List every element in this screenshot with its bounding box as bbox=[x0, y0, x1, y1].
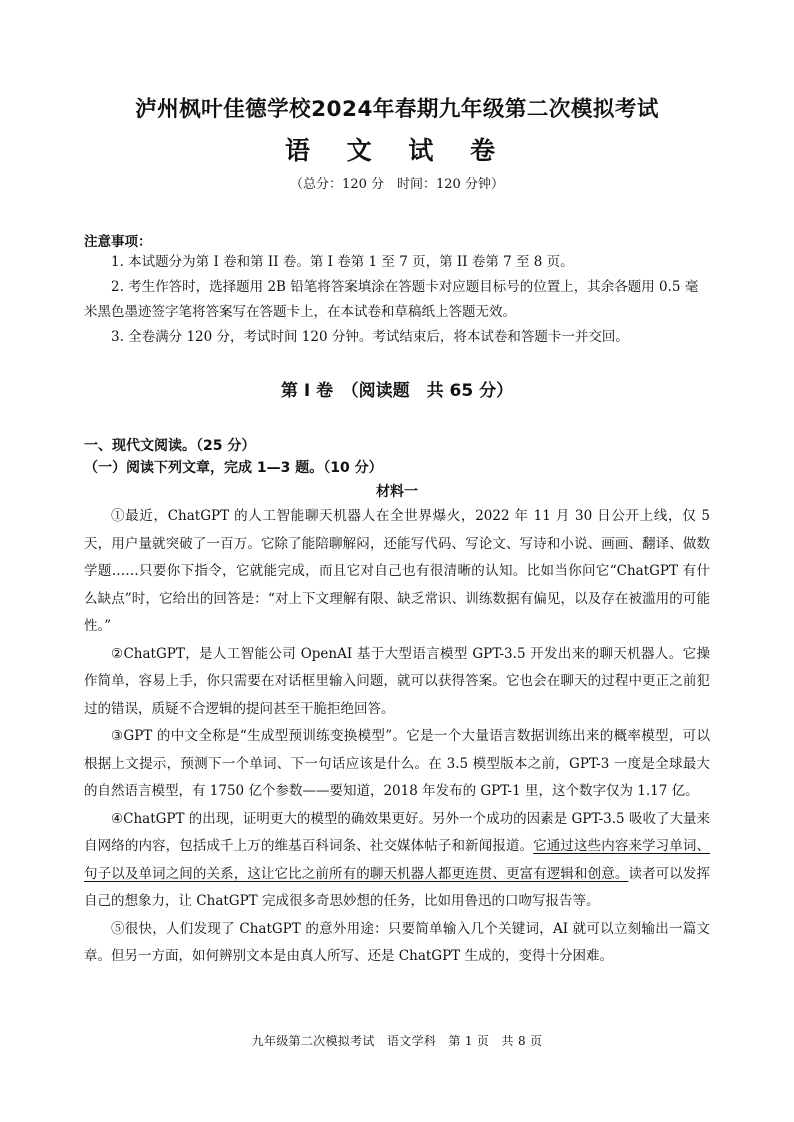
page-footer: 九年级第二次模拟考试 语文学科 第 1 页 共 8 页 bbox=[251, 1034, 543, 1048]
exam-score-time: （总分：120 分 时间：120 分钟） bbox=[290, 177, 504, 192]
underlined-sentence: 它通过这些内容来学习单词、句子以及单词之间的关系，这让它比之前所有的聊天机器人都更连贯、更富有逻辑和创意。 bbox=[84, 838, 711, 882]
article-body bbox=[84, 503, 710, 971]
notice-item: 2. 考生作答时，选择题用 2B 铅笔将答案填涂在答题卡对应题目标号的位置上，其余各题用 0.5 毫米黑色墨迹签字笔将答案写在答题卡上，在本试卷和草稿纸上答题无效。 bbox=[84, 279, 699, 320]
section-title: 第 I 卷 （阅读题 共 65 分） bbox=[280, 381, 514, 401]
paragraph-text: 读者可以发挥自己的想象力，让 ChatGPT 完成很多奇思妙想的任务，比如用鲁迅的口吻写报告等。 bbox=[84, 865, 711, 909]
notice-item: 3. 全卷满分 120 分，考试时间 120 分钟。考试结束后，将本试卷和答题卡一并交回。 bbox=[111, 329, 629, 345]
paragraph: ①最近，ChatGPT 的人工智能聊天机器人在全世界爆火，2022 年 11 月 30 日公开上线，仅 5 天，用户量就突破了一百万。它除了能陪聊解闷，还能写代码、写论文、写诗和小说、画画、翻译、做数学题……只要你下指令，它就能完成，而且它对自己也有很清晰的认知。比如当你问它“ChatGPT 有什么缺点”时，它给出的回答是：“对上下文理解有限、缺乏常识、训练数据有偏见，以及存在被滥用的可能性。” bbox=[84, 508, 710, 634]
part-title: 一、现代文阅读。（25 分） bbox=[84, 438, 256, 454]
paragraph-text: ④ChatGPT 的出现，证明更大的模型的确效果更好。另外一个成功的因素是 GPT-3.5 吸收了大量来自网络的内容，包括成千上万的维基百科词条、社交媒体帖子和新闻报道。 bbox=[84, 810, 710, 854]
question-group-title: （一）阅读下列文章，完成 1—3 题。（10 分） bbox=[84, 460, 383, 476]
notice-item: 1. 本试题分为第 I 卷和第 II 卷。第 I 卷第 1 至 7 页，第 II 卷第 7 至 8 页。 bbox=[111, 254, 574, 270]
paragraph: ⑤很快，人们发现了 ChatGPT 的意外用途：只要简单输入几个关键词，AI 就可以立刻输出一篇文章。但另一方面，如何辨别文本是由真人所写、还是 ChatGPT 生成的，变得十分困难。 bbox=[84, 920, 710, 964]
exam-title: 泸州枫叶佳德学校2024年春期九年级第二次模拟考试 bbox=[135, 97, 659, 122]
notice-heading: 注意事项： bbox=[84, 234, 152, 250]
notice-block bbox=[84, 230, 710, 350]
paragraph: ②ChatGPT，是人工智能公司 OpenAI 基于大型语言模型 GPT-3.5 开发出来的聊天机器人。它操作简单，容易上手，你只需要在对话框里输入问题，就可以获得答案。它也会在聊天的过程中更正之前犯过的错误，质疑不合逻辑的提问甚至干脆拒绝回答。 bbox=[84, 645, 710, 717]
exam-subject-title: 语 文 试 卷 bbox=[284, 136, 510, 165]
paragraph bbox=[84, 806, 710, 916]
paragraph: ③GPT 的中文全称是“生成型预训练变换模型”。它是一个大量语言数据训练出来的概率模型，可以根据上文提示，预测下一个单词、下一句话应该是什么。在 3.5 模型版本之前，GPT-3 一度是全球最大的自然语言模型，有 1750 亿个参数——要知道，2018 年发布的 GPT-1 里，这个数字仅为 1.17 亿。 bbox=[84, 728, 710, 799]
material-title: 材料一 bbox=[376, 484, 418, 500]
